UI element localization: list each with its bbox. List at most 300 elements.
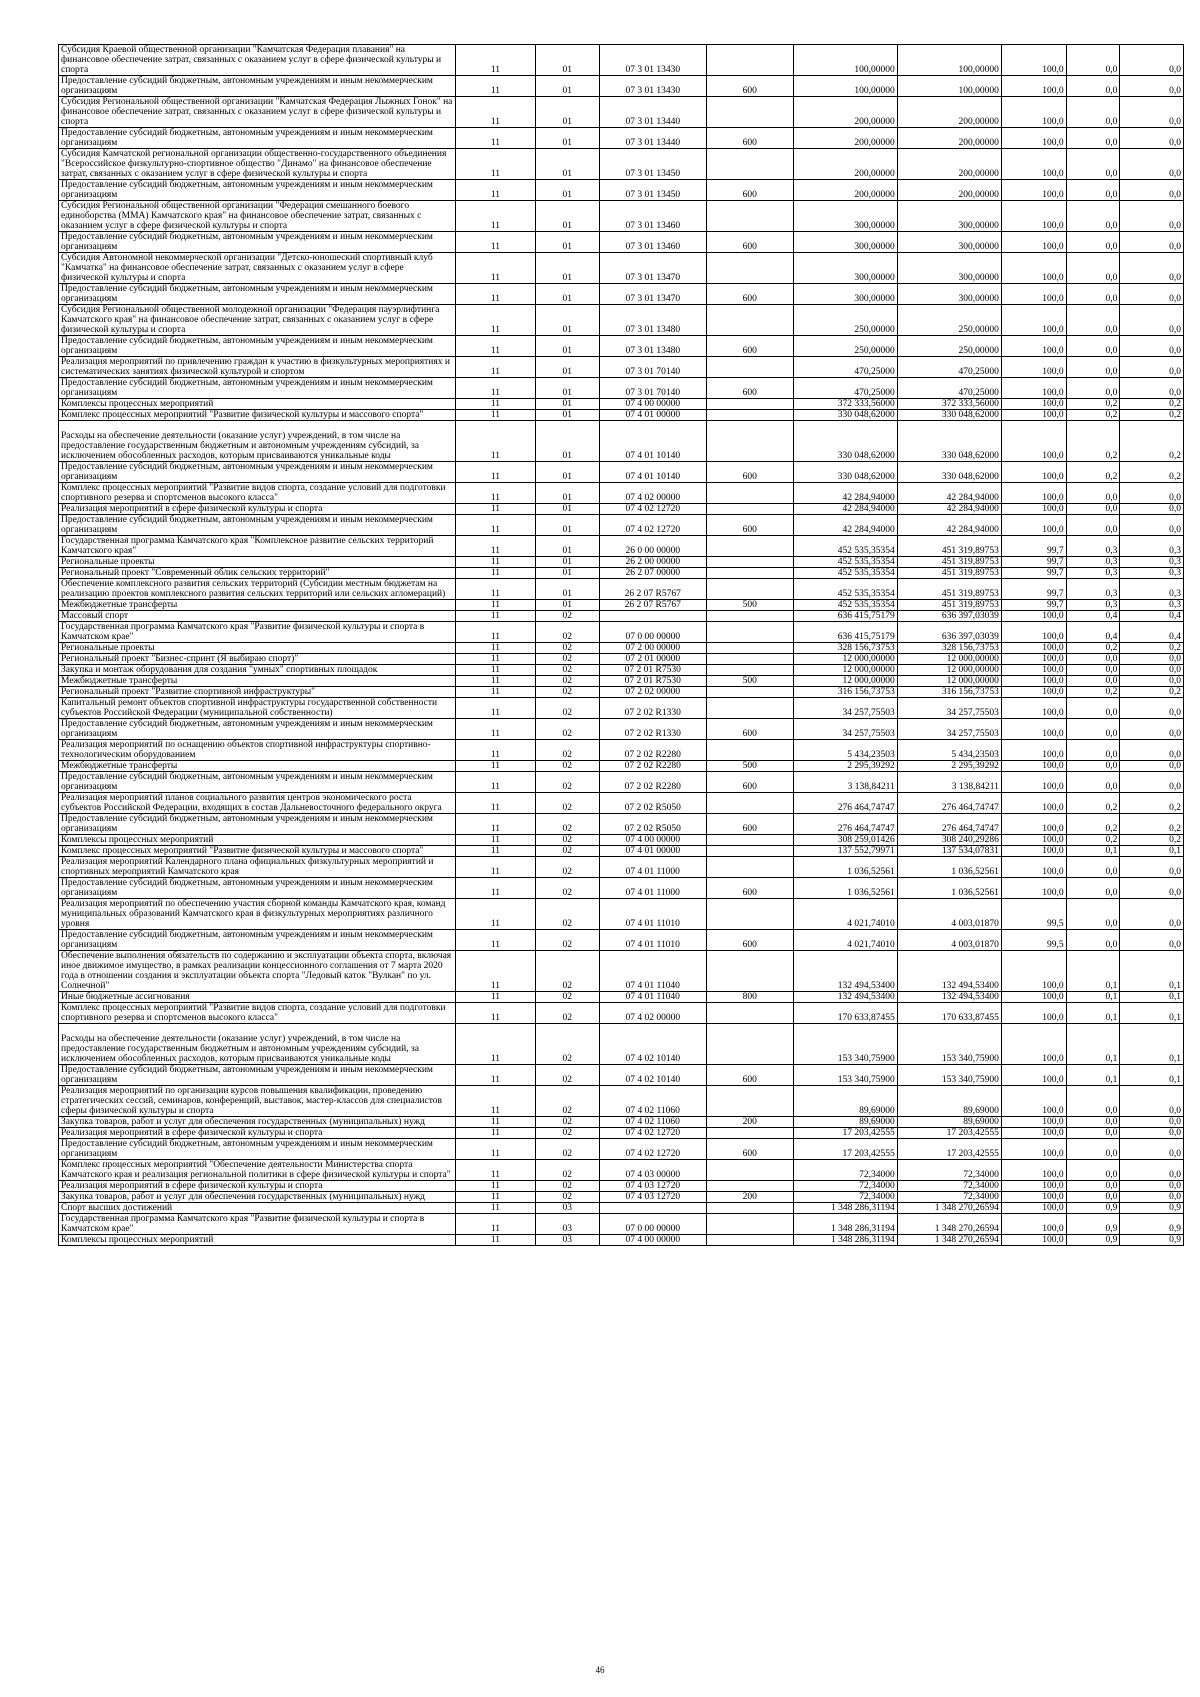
target-article-cell: 07 4 03 00000 xyxy=(599,1160,706,1181)
share-total-cell: 0,0 xyxy=(1120,740,1184,761)
subsection-code-cell: 01 xyxy=(535,504,599,515)
planned-amount-cell: 12 000,00000 xyxy=(793,676,897,687)
planned-amount-cell: 316 156,73753 xyxy=(793,687,897,698)
row-name-cell: Реализация мероприятий по оснащению объектов спортивной инфраструктуры спортивно-технологическим оборудованием xyxy=(59,740,456,761)
expense-type-cell xyxy=(707,643,794,654)
expense-type-cell xyxy=(707,568,794,579)
section-code-cell: 11 xyxy=(455,1181,535,1192)
table-row xyxy=(59,1139,1184,1160)
subsection-code-cell: 01 xyxy=(535,76,599,97)
execution-percent-cell: 99,5 xyxy=(1001,930,1066,951)
table-row xyxy=(59,483,1184,504)
expense-type-cell xyxy=(707,483,794,504)
planned-amount-cell: 452 535,35354 xyxy=(793,600,897,611)
expense-type-cell xyxy=(707,793,794,814)
table-row xyxy=(59,951,1184,992)
expense-type-cell xyxy=(707,421,794,462)
share-cell: 0,0 xyxy=(1066,676,1120,687)
share-cell: 0,0 xyxy=(1066,772,1120,793)
executed-amount-cell: 42 284,94000 xyxy=(897,483,1001,504)
subsection-code-cell: 02 xyxy=(535,740,599,761)
table-row xyxy=(59,1214,1184,1235)
expense-type-cell xyxy=(707,1128,794,1139)
execution-percent-cell: 100,0 xyxy=(1001,1128,1066,1139)
section-code-cell: 11 xyxy=(455,421,535,462)
section-code-cell: 11 xyxy=(455,857,535,878)
table-row xyxy=(59,719,1184,740)
executed-amount-cell: 470,25000 xyxy=(897,378,1001,399)
planned-amount-cell: 5 434,23503 xyxy=(793,740,897,761)
share-total-cell: 0,0 xyxy=(1120,654,1184,665)
share-cell: 0,2 xyxy=(1066,410,1120,421)
executed-amount-cell: 451 319,89753 xyxy=(897,600,1001,611)
table-row xyxy=(59,399,1184,410)
row-name-cell: Реализация мероприятий по организации курсов повышения квалификации, проведению стратегических сессий, семинаров, конференций, выставок, мастер-классов для специалистов сферы физической культуры и спорта xyxy=(59,1086,456,1117)
executed-amount-cell: 153 340,75900 xyxy=(897,1024,1001,1065)
share-cell: 0,0 xyxy=(1066,930,1120,951)
share-total-cell: 0,3 xyxy=(1120,568,1184,579)
row-name-cell: Предоставление субсидий бюджетным, автономным учреждениям и иным некоммерческим организациям xyxy=(59,232,456,253)
share-cell: 0,0 xyxy=(1066,378,1120,399)
executed-amount-cell: 17 203,42555 xyxy=(897,1128,1001,1139)
execution-percent-cell: 100,0 xyxy=(1001,1065,1066,1086)
target-article-cell: 07 3 01 13440 xyxy=(599,128,706,149)
table-body xyxy=(59,45,1184,1246)
executed-amount-cell: 200,00000 xyxy=(897,97,1001,128)
row-name-cell: Предоставление субсидий бюджетным, автономным учреждениям и иным некоммерческим организациям xyxy=(59,930,456,951)
execution-percent-cell: 100,0 xyxy=(1001,410,1066,421)
share-total-cell: 0,1 xyxy=(1120,1024,1184,1065)
section-code-cell: 11 xyxy=(455,622,535,643)
table-row xyxy=(59,687,1184,698)
table-row xyxy=(59,740,1184,761)
execution-percent-cell: 100,0 xyxy=(1001,357,1066,378)
section-code-cell: 11 xyxy=(455,951,535,992)
subsection-code-cell: 01 xyxy=(535,378,599,399)
subsection-code-cell: 02 xyxy=(535,846,599,857)
section-code-cell: 11 xyxy=(455,611,535,622)
share-cell: 0,3 xyxy=(1066,536,1120,557)
subsection-code-cell: 01 xyxy=(535,462,599,483)
executed-amount-cell: 276 464,74747 xyxy=(897,814,1001,835)
executed-amount-cell: 12 000,00000 xyxy=(897,676,1001,687)
expense-type-cell xyxy=(707,1181,794,1192)
share-total-cell: 0,0 xyxy=(1120,232,1184,253)
row-name-cell: Предоставление субсидий бюджетным, автономным учреждениям и иным некоммерческим организациям xyxy=(59,1065,456,1086)
execution-percent-cell: 100,0 xyxy=(1001,676,1066,687)
table-row xyxy=(59,643,1184,654)
section-code-cell: 11 xyxy=(455,97,535,128)
executed-amount-cell: 276 464,74747 xyxy=(897,793,1001,814)
section-code-cell: 11 xyxy=(455,1214,535,1235)
share-total-cell: 0,2 xyxy=(1120,643,1184,654)
row-name-cell: Предоставление субсидий бюджетным, автономным учреждениям и иным некоммерческим организациям xyxy=(59,878,456,899)
executed-amount-cell: 636 397,03039 xyxy=(897,622,1001,643)
executed-amount-cell: 200,00000 xyxy=(897,128,1001,149)
executed-amount-cell: 3 138,84211 xyxy=(897,772,1001,793)
row-name-cell: Комплекс процессных мероприятий "Развитие физической культуры и массового спорта" xyxy=(59,410,456,421)
section-code-cell: 11 xyxy=(455,1139,535,1160)
share-total-cell: 0,3 xyxy=(1120,536,1184,557)
target-article-cell: 07 4 02 00000 xyxy=(599,483,706,504)
subsection-code-cell: 01 xyxy=(535,284,599,305)
expense-type-cell: 800 xyxy=(707,992,794,1003)
table-row xyxy=(59,378,1184,399)
subsection-code-cell: 02 xyxy=(535,1139,599,1160)
executed-amount-cell: 42 284,94000 xyxy=(897,515,1001,536)
section-code-cell: 11 xyxy=(455,992,535,1003)
executed-amount-cell: 328 156,73753 xyxy=(897,643,1001,654)
planned-amount-cell: 34 257,75503 xyxy=(793,698,897,719)
share-cell: 0,0 xyxy=(1066,201,1120,232)
share-cell: 0,0 xyxy=(1066,284,1120,305)
execution-percent-cell: 100,0 xyxy=(1001,846,1066,857)
share-total-cell: 0,0 xyxy=(1120,1192,1184,1203)
expense-type-cell xyxy=(707,654,794,665)
executed-amount-cell: 470,25000 xyxy=(897,357,1001,378)
subsection-code-cell: 02 xyxy=(535,835,599,846)
target-article-cell: 07 4 02 11060 xyxy=(599,1086,706,1117)
share-cell: 0,3 xyxy=(1066,557,1120,568)
section-code-cell: 11 xyxy=(455,772,535,793)
target-article-cell: 26 2 07 R5767 xyxy=(599,579,706,600)
section-code-cell: 11 xyxy=(455,180,535,201)
executed-amount-cell: 300,00000 xyxy=(897,284,1001,305)
planned-amount-cell: 452 535,35354 xyxy=(793,568,897,579)
subsection-code-cell: 02 xyxy=(535,1065,599,1086)
section-code-cell: 11 xyxy=(455,687,535,698)
executed-amount-cell: 153 340,75900 xyxy=(897,1065,1001,1086)
target-article-cell: 07 2 02 R2280 xyxy=(599,740,706,761)
subsection-code-cell: 02 xyxy=(535,719,599,740)
planned-amount-cell: 276 464,74747 xyxy=(793,814,897,835)
execution-percent-cell: 100,0 xyxy=(1001,1003,1066,1024)
row-name-cell: Предоставление субсидий бюджетным, автономным учреждениям и иным некоммерческим организациям xyxy=(59,814,456,835)
row-name-cell: Предоставление субсидий бюджетным, автономным учреждениям и иным некоммерческим организациям xyxy=(59,719,456,740)
planned-amount-cell: 328 156,73753 xyxy=(793,643,897,654)
target-article-cell: 07 4 02 12720 xyxy=(599,1128,706,1139)
share-total-cell: 0,0 xyxy=(1120,378,1184,399)
share-cell: 0,3 xyxy=(1066,568,1120,579)
share-total-cell: 0,0 xyxy=(1120,201,1184,232)
subsection-code-cell: 02 xyxy=(535,930,599,951)
planned-amount-cell: 1 036,52561 xyxy=(793,857,897,878)
target-article-cell: 07 2 02 R1330 xyxy=(599,719,706,740)
subsection-code-cell: 02 xyxy=(535,1117,599,1128)
target-article-cell: 07 2 01 R7530 xyxy=(599,665,706,676)
execution-percent-cell: 100,0 xyxy=(1001,1117,1066,1128)
share-total-cell: 0,0 xyxy=(1120,1160,1184,1181)
table-row xyxy=(59,930,1184,951)
subsection-code-cell: 01 xyxy=(535,557,599,568)
section-code-cell: 11 xyxy=(455,698,535,719)
section-code-cell: 11 xyxy=(455,899,535,930)
table-row xyxy=(59,600,1184,611)
target-article-cell: 07 4 02 00000 xyxy=(599,1003,706,1024)
subsection-code-cell: 02 xyxy=(535,761,599,772)
planned-amount-cell: 200,00000 xyxy=(793,97,897,128)
executed-amount-cell: 12 000,00000 xyxy=(897,665,1001,676)
execution-percent-cell: 100,0 xyxy=(1001,1160,1066,1181)
section-code-cell: 11 xyxy=(455,284,535,305)
execution-percent-cell: 100,0 xyxy=(1001,515,1066,536)
section-code-cell: 11 xyxy=(455,1235,535,1246)
share-total-cell: 0,0 xyxy=(1120,336,1184,357)
expense-type-cell xyxy=(707,1086,794,1117)
planned-amount-cell: 330 048,62000 xyxy=(793,421,897,462)
share-total-cell: 0,4 xyxy=(1120,611,1184,622)
planned-amount-cell: 89,69000 xyxy=(793,1117,897,1128)
planned-amount-cell: 452 535,35354 xyxy=(793,536,897,557)
expense-type-cell: 600 xyxy=(707,1139,794,1160)
execution-percent-cell: 100,0 xyxy=(1001,951,1066,992)
share-total-cell: 0,1 xyxy=(1120,951,1184,992)
share-cell: 0,0 xyxy=(1066,1128,1120,1139)
target-article-cell: 07 2 02 R5050 xyxy=(599,814,706,835)
executed-amount-cell: 89,69000 xyxy=(897,1117,1001,1128)
expense-type-cell xyxy=(707,687,794,698)
section-code-cell: 11 xyxy=(455,676,535,687)
share-total-cell: 0,2 xyxy=(1120,421,1184,462)
share-total-cell: 0,0 xyxy=(1120,665,1184,676)
execution-percent-cell: 100,0 xyxy=(1001,814,1066,835)
planned-amount-cell: 330 048,62000 xyxy=(793,410,897,421)
table-row xyxy=(59,305,1184,336)
row-name-cell: Закупка товаров, работ и услуг для обеспечения государственных (муниципальных) нужд xyxy=(59,1117,456,1128)
execution-percent-cell: 99,7 xyxy=(1001,568,1066,579)
subsection-code-cell: 01 xyxy=(535,515,599,536)
share-total-cell: 0,0 xyxy=(1120,515,1184,536)
target-article-cell: 07 3 01 13430 xyxy=(599,76,706,97)
row-name-cell: Реализация мероприятий Календарного плана официальных физкультурных мероприятий и спортивных мероприятий Камчатского края xyxy=(59,857,456,878)
executed-amount-cell: 330 048,62000 xyxy=(897,421,1001,462)
share-cell: 0,0 xyxy=(1066,654,1120,665)
table-row xyxy=(59,410,1184,421)
target-article-cell xyxy=(599,1203,706,1214)
subsection-code-cell: 01 xyxy=(535,305,599,336)
row-name-cell: Межбюджетные трансферты xyxy=(59,600,456,611)
table-row xyxy=(59,1181,1184,1192)
share-cell: 0,0 xyxy=(1066,1139,1120,1160)
expense-type-cell xyxy=(707,665,794,676)
section-code-cell: 11 xyxy=(455,483,535,504)
table-row xyxy=(59,76,1184,97)
row-name-cell: Предоставление субсидий бюджетным, автономным учреждениям и иным некоммерческим организациям xyxy=(59,76,456,97)
planned-amount-cell: 34 257,75503 xyxy=(793,719,897,740)
expense-type-cell: 600 xyxy=(707,462,794,483)
share-cell: 0,9 xyxy=(1066,1203,1120,1214)
section-code-cell: 11 xyxy=(455,201,535,232)
share-total-cell: 0,0 xyxy=(1120,1181,1184,1192)
execution-percent-cell: 100,0 xyxy=(1001,149,1066,180)
section-code-cell: 11 xyxy=(455,336,535,357)
target-article-cell: 26 2 00 00000 xyxy=(599,557,706,568)
expense-type-cell: 600 xyxy=(707,336,794,357)
section-code-cell: 11 xyxy=(455,149,535,180)
planned-amount-cell: 300,00000 xyxy=(793,253,897,284)
share-total-cell: 0,0 xyxy=(1120,45,1184,76)
expense-type-cell: 600 xyxy=(707,814,794,835)
executed-amount-cell: 34 257,75503 xyxy=(897,719,1001,740)
section-code-cell: 11 xyxy=(455,600,535,611)
planned-amount-cell: 137 552,79971 xyxy=(793,846,897,857)
subsection-code-cell: 02 xyxy=(535,814,599,835)
row-name-cell: Государственная программа Камчатского края "Комплексное развитие сельских территорий Камчатского края" xyxy=(59,536,456,557)
expense-type-cell xyxy=(707,740,794,761)
row-name-cell: Региональный проект "Бизнес-спринт (Я выбираю спорт)" xyxy=(59,654,456,665)
row-name-cell: Комплексы процессных мероприятий xyxy=(59,399,456,410)
expense-type-cell xyxy=(707,149,794,180)
row-name-cell: Комплекс процессных мероприятий "Развитие физической культуры и массового спорта" xyxy=(59,846,456,857)
execution-percent-cell: 100,0 xyxy=(1001,128,1066,149)
expense-type-cell: 600 xyxy=(707,378,794,399)
share-cell: 0,0 xyxy=(1066,1117,1120,1128)
subsection-code-cell: 01 xyxy=(535,128,599,149)
target-article-cell: 07 4 01 11010 xyxy=(599,899,706,930)
share-total-cell: 0,0 xyxy=(1120,1128,1184,1139)
planned-amount-cell: 250,00000 xyxy=(793,305,897,336)
share-total-cell: 0,9 xyxy=(1120,1214,1184,1235)
page-number: 46 xyxy=(595,1665,605,1675)
row-name-cell: Субсидия Автономной некоммерческой организации "Детско-юношеский спортивный клуб "Камчатка" на финансовое обеспечение затрат, связанных с оказанием услуг в сфере физической культуры и спорта xyxy=(59,253,456,284)
planned-amount-cell: 300,00000 xyxy=(793,232,897,253)
planned-amount-cell: 250,00000 xyxy=(793,336,897,357)
expense-type-cell xyxy=(707,410,794,421)
expense-type-cell xyxy=(707,846,794,857)
target-article-cell: 07 3 01 13470 xyxy=(599,253,706,284)
subsection-code-cell: 02 xyxy=(535,1003,599,1024)
table-row xyxy=(59,1003,1184,1024)
row-name-cell: Реализация мероприятий в сфере физической культуры и спорта xyxy=(59,504,456,515)
table-row xyxy=(59,1203,1184,1214)
table-row xyxy=(59,835,1184,846)
execution-percent-cell: 100,0 xyxy=(1001,1139,1066,1160)
share-cell: 0,4 xyxy=(1066,622,1120,643)
share-cell: 0,1 xyxy=(1066,846,1120,857)
executed-amount-cell: 72,34000 xyxy=(897,1192,1001,1203)
target-article-cell: 07 4 01 10140 xyxy=(599,462,706,483)
share-cell: 0,2 xyxy=(1066,399,1120,410)
target-article-cell: 07 2 02 R1330 xyxy=(599,698,706,719)
row-name-cell: Предоставление субсидий бюджетным, автономным учреждениям и иным некоммерческим организациям xyxy=(59,772,456,793)
executed-amount-cell: 451 319,89753 xyxy=(897,579,1001,600)
share-cell: 0,1 xyxy=(1066,1024,1120,1065)
share-cell: 0,1 xyxy=(1066,951,1120,992)
share-total-cell: 0,0 xyxy=(1120,878,1184,899)
executed-amount-cell: 200,00000 xyxy=(897,180,1001,201)
subsection-code-cell: 02 xyxy=(535,992,599,1003)
row-name-cell: Предоставление субсидий бюджетным, автономным учреждениям и иным некоммерческим организациям xyxy=(59,336,456,357)
target-article-cell: 07 3 01 13460 xyxy=(599,201,706,232)
target-article-cell: 07 3 01 13440 xyxy=(599,97,706,128)
execution-percent-cell: 100,0 xyxy=(1001,76,1066,97)
table-row xyxy=(59,761,1184,772)
executed-amount-cell: 4 003,01870 xyxy=(897,899,1001,930)
share-cell: 0,0 xyxy=(1066,45,1120,76)
table-row xyxy=(59,1086,1184,1117)
row-name-cell: Массовый спорт xyxy=(59,611,456,622)
expense-type-cell xyxy=(707,357,794,378)
section-code-cell: 11 xyxy=(455,835,535,846)
execution-percent-cell: 100,0 xyxy=(1001,97,1066,128)
target-article-cell: 07 0 00 00000 xyxy=(599,622,706,643)
subsection-code-cell: 02 xyxy=(535,643,599,654)
executed-amount-cell: 330 048,62000 xyxy=(897,462,1001,483)
subsection-code-cell: 01 xyxy=(535,232,599,253)
planned-amount-cell: 308 259,01426 xyxy=(793,835,897,846)
target-article-cell: 07 3 01 13480 xyxy=(599,305,706,336)
target-article-cell: 07 4 01 11040 xyxy=(599,951,706,992)
subsection-code-cell: 02 xyxy=(535,857,599,878)
table-row xyxy=(59,504,1184,515)
execution-percent-cell: 100,0 xyxy=(1001,857,1066,878)
planned-amount-cell: 100,00000 xyxy=(793,45,897,76)
share-cell: 0,0 xyxy=(1066,149,1120,180)
execution-percent-cell: 100,0 xyxy=(1001,1181,1066,1192)
planned-amount-cell: 1 348 286,31194 xyxy=(793,1214,897,1235)
subsection-code-cell: 02 xyxy=(535,1128,599,1139)
expense-type-cell xyxy=(707,1160,794,1181)
execution-percent-cell: 99,7 xyxy=(1001,557,1066,568)
row-name-cell: Субсидия Региональной общественной молодежной организации "Федерация пауэрлифтинга Камчатского края" на финансовое обеспечение затрат, связанных с оказанием услуг в сфере физической культуры и спорта xyxy=(59,305,456,336)
expense-type-cell: 600 xyxy=(707,232,794,253)
share-cell: 0,0 xyxy=(1066,899,1120,930)
expense-type-cell: 200 xyxy=(707,1192,794,1203)
row-name-cell: Расходы на обеспечение деятельности (оказание услуг) учреждений, в том числе на предоставление государственным бюджетным и автономным учреждениям субсидий, за исключением обособленных расходов, которым присваиваются уникальные коды xyxy=(59,1024,456,1065)
table-row xyxy=(59,253,1184,284)
target-article-cell xyxy=(599,611,706,622)
section-code-cell: 11 xyxy=(455,930,535,951)
expense-type-cell xyxy=(707,857,794,878)
row-name-cell: Межбюджетные трансферты xyxy=(59,761,456,772)
section-code-cell: 11 xyxy=(455,1065,535,1086)
row-name-cell: Комплекс процессных мероприятий "Развитие видов спорта, создание условий для подготовки спортивного резерва и спортсменов высокого класса" xyxy=(59,1003,456,1024)
subsection-code-cell: 01 xyxy=(535,579,599,600)
section-code-cell: 11 xyxy=(455,357,535,378)
row-name-cell: Предоставление субсидий бюджетным, автономным учреждениям и иным некоммерческим организациям xyxy=(59,462,456,483)
share-total-cell: 0,2 xyxy=(1120,410,1184,421)
table-row xyxy=(59,814,1184,835)
table-row xyxy=(59,1065,1184,1086)
subsection-code-cell: 01 xyxy=(535,253,599,284)
table-row xyxy=(59,1235,1184,1246)
share-total-cell: 0,0 xyxy=(1120,698,1184,719)
row-name-cell: Межбюджетные трансферты xyxy=(59,676,456,687)
row-name-cell: Реализация мероприятий по привлечению граждан к участию в физкультурных мероприятиях и систематических занятиях физической культурой и спортом xyxy=(59,357,456,378)
share-total-cell: 0,0 xyxy=(1120,253,1184,284)
share-cell: 0,1 xyxy=(1066,1003,1120,1024)
section-code-cell: 11 xyxy=(455,846,535,857)
table-row xyxy=(59,1024,1184,1065)
planned-amount-cell: 17 203,42555 xyxy=(793,1139,897,1160)
row-name-cell: Региональный проект "Современный облик сельских территорий" xyxy=(59,568,456,579)
target-article-cell: 07 3 01 70140 xyxy=(599,357,706,378)
executed-amount-cell: 89,69000 xyxy=(897,1086,1001,1117)
target-article-cell: 07 4 00 00000 xyxy=(599,1235,706,1246)
section-code-cell: 11 xyxy=(455,643,535,654)
execution-percent-cell: 100,0 xyxy=(1001,793,1066,814)
share-total-cell: 0,3 xyxy=(1120,557,1184,568)
planned-amount-cell: 1 348 286,31194 xyxy=(793,1203,897,1214)
executed-amount-cell: 451 319,89753 xyxy=(897,557,1001,568)
share-total-cell: 0,0 xyxy=(1120,357,1184,378)
planned-amount-cell: 4 021,74010 xyxy=(793,899,897,930)
target-article-cell: 26 2 07 R5767 xyxy=(599,600,706,611)
share-cell: 0,0 xyxy=(1066,253,1120,284)
share-total-cell: 0,1 xyxy=(1120,846,1184,857)
table-row xyxy=(59,992,1184,1003)
expense-type-cell xyxy=(707,1235,794,1246)
